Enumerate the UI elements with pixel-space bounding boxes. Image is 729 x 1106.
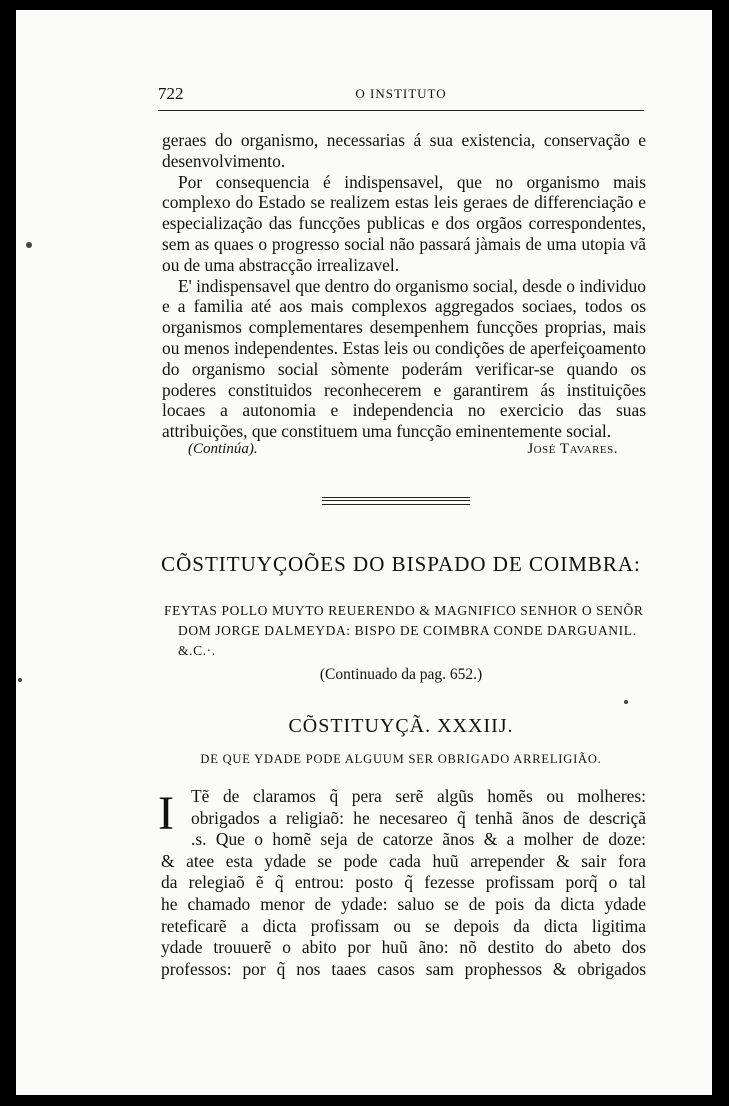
header-rule: [158, 110, 644, 111]
article-title: CÕSTITUYÇOÕES DO BISPADO DE COIMBRA:: [161, 552, 641, 576]
subtitle-line: &.C.·.: [178, 643, 216, 658]
text-line: .s. Que o homẽ seja de catorze ãnos & a molher de doze:: [191, 829, 646, 850]
book-page: [16, 10, 712, 1095]
text-line: obrigados a religiaõ: he necesareo q̃ tenhã ãnos de descriçã: [191, 807, 646, 828]
subtitle-line: FEYTAS POLLO MUYTO REUERENDO & MAGNIFICO SENHOR O SENÕR: [164, 603, 644, 618]
running-title: O INSTITUTO: [355, 86, 447, 101]
page-header: [158, 84, 644, 106]
paragraph: Por consequencia é indispensavel, que no organismo mais complexo do Estado se realizem estas leis geraes de differenciação e especialização das funcções publicas e dos orgãos correspondentes, sem as quaes o progresso social não passará jàmais de uma utopia vã ou de uma abstracção irrealizavel.: [162, 171, 646, 275]
page-number: 722: [158, 84, 184, 103]
subtitle-line: DOM JORGE DALMEYDA: BISPO DE COIMBRA CONDE DARGUANIL.: [178, 623, 637, 638]
chapter-body: [158, 786, 646, 980]
text-line: ydade trouuerẽ o abito por huũ ãno: nõ destito do abeto dos: [161, 937, 646, 958]
author-name: José Tavares.: [527, 441, 618, 457]
chapter-heading: DE QUE YDADE PODE ALGUUM SER OBRIGADO ARRELIGIÃO.: [200, 752, 602, 766]
drop-cap: I: [158, 787, 174, 840]
article-body-1: [162, 130, 646, 442]
section-separator: [322, 497, 470, 505]
speck-mark: [624, 700, 628, 704]
text-line: da relegiaõ ẽ q̃ entrou: posto q̃ fezesse profissam porq̃ o tal: [161, 872, 646, 893]
chapter-title: CÕSTITUYÇÃ. XXXIIJ.: [288, 715, 514, 737]
article-signature: [188, 441, 618, 461]
speck-mark: [26, 242, 32, 248]
text-line: professos: por q̃ nos taaes casos sam prophessos & obrigados: [161, 958, 646, 979]
continua-note: (Continúa).: [188, 441, 258, 457]
continued-note: (Continuado da pag. 652.): [319, 666, 483, 683]
paragraph: E' indispensavel que dentro do organismo social, desde o individuo e a familia até aos mais complexos aggregados sociaes, todos os organismos complementares desempenhem funcções proprias, mais ou menos independentes. Estas leis ou condições de aperfeiçoamento do organismo social sòmente poderám verificar-se quando os poderes constituidos reconhecerem e garantirem ás instituições locaes a autonomia e independencia no exercicio das suas attribuições, que constituem uma funcção eminentemente social.: [162, 275, 646, 442]
text-line: reteficarẽ a dicta profissam ou se depois da dicta ligitima: [161, 915, 646, 936]
text-line: & atee esta ydade se pode cada huũ arrepender & sair fora: [161, 850, 646, 871]
text-line: he chamado menor de ydade: saluo se de pois da dicta ydade: [161, 893, 646, 914]
article-subtitle: [164, 601, 644, 661]
paragraph: geraes do organismo, necessarias á sua existencia, conservação e desenvolvimento.: [162, 130, 646, 171]
speck-mark: [18, 678, 22, 682]
text-line: Tẽ de claramos q̃ pera serẽ algũs homẽs ou molheres:: [191, 786, 646, 806]
